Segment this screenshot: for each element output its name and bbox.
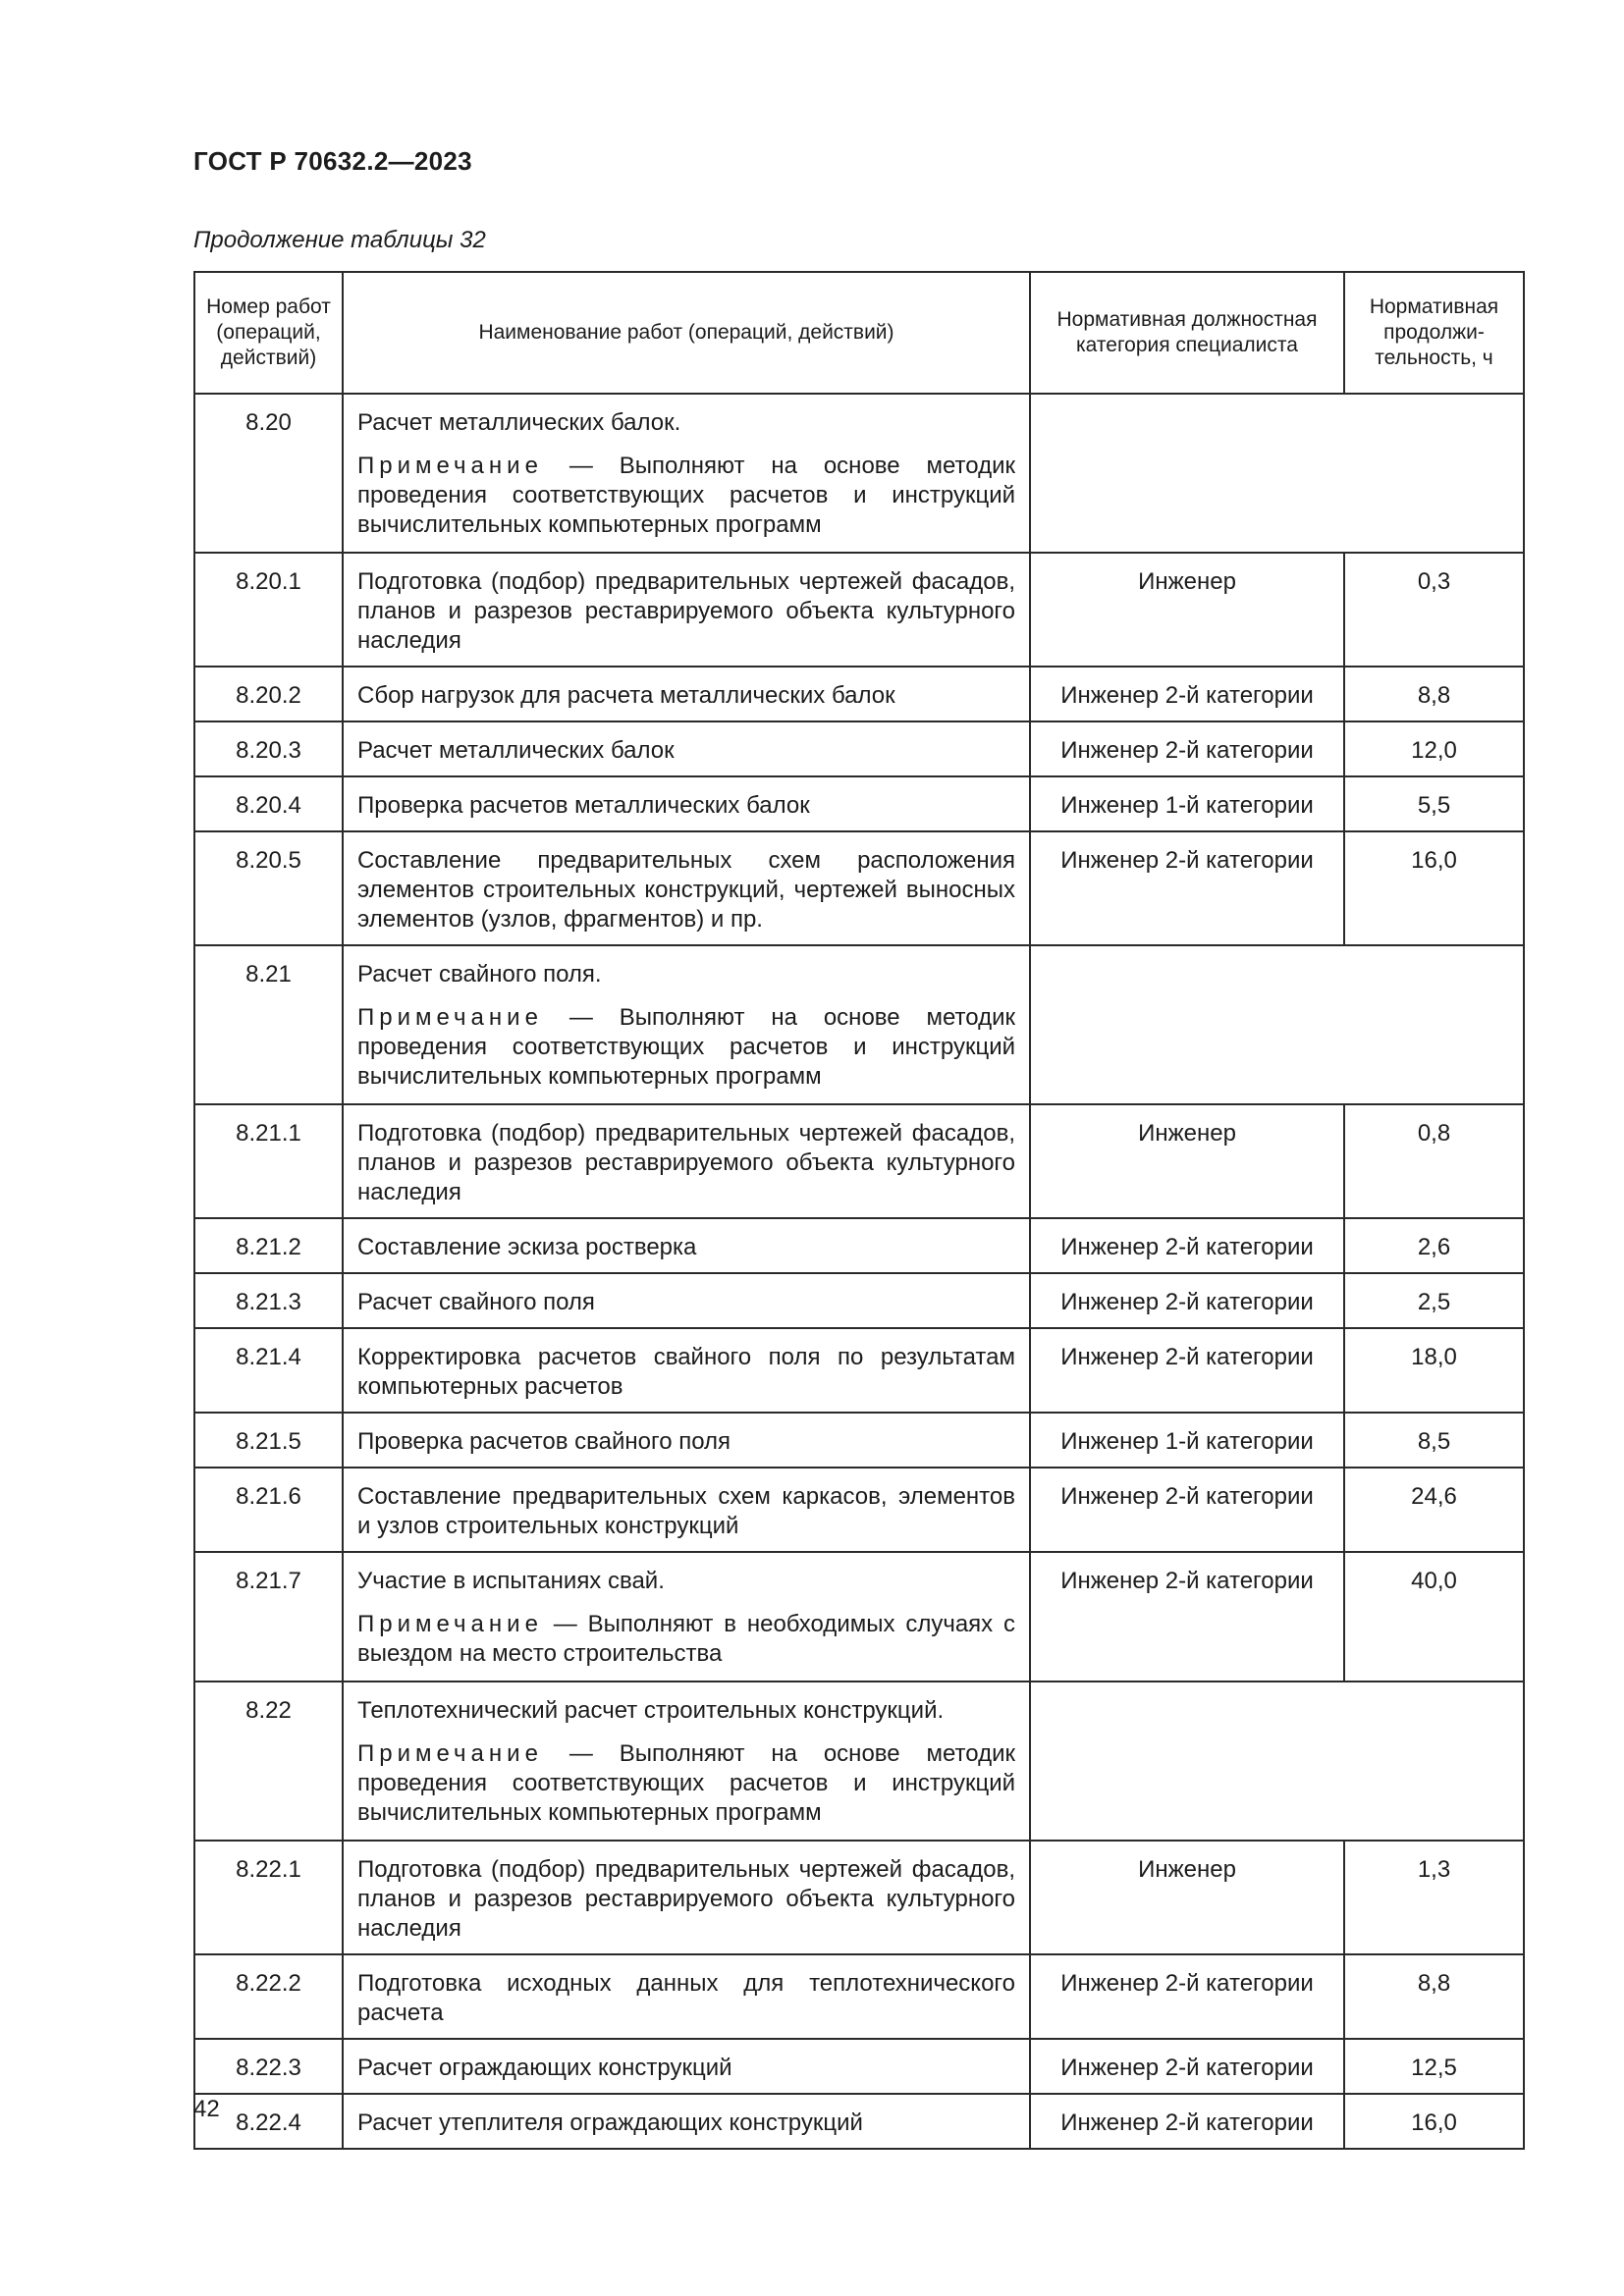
row-duration: 0,8 bbox=[1344, 1104, 1524, 1218]
table-row bbox=[194, 1328, 1524, 1413]
row-number: 8.20.1 bbox=[194, 553, 343, 667]
row-duration: 2,6 bbox=[1344, 1218, 1524, 1273]
table-row bbox=[194, 2094, 1524, 2149]
row-duration: 16,0 bbox=[1344, 831, 1524, 945]
row-category: Инженер bbox=[1030, 1104, 1344, 1218]
row-name: Составление предварительных схем каркасов, элементов и узлов строительных конструкций bbox=[357, 1483, 1015, 1539]
row-name-cell bbox=[343, 1841, 1030, 1954]
note-label: Примечание bbox=[357, 453, 543, 479]
row-name-cell bbox=[343, 831, 1030, 945]
row-category: Инженер 2-й категории bbox=[1030, 1552, 1344, 1682]
note-text: — Выполняют в необходимых случаях с выездом на место строительства bbox=[357, 1611, 1016, 1667]
row-number: 8.20.5 bbox=[194, 831, 343, 945]
row-name-cell bbox=[343, 1682, 1030, 1841]
table-caption: Продолжение таблицы 32 bbox=[193, 227, 486, 253]
row-category: Инженер 1-й категории bbox=[1030, 776, 1344, 831]
row-name: Составление эскиза ростверка bbox=[357, 1234, 697, 1260]
row-number: 8.22.3 bbox=[194, 2039, 343, 2094]
table-header-row bbox=[194, 272, 1524, 394]
table-row bbox=[194, 394, 1524, 553]
row-duration: 8,8 bbox=[1344, 1954, 1524, 2039]
column-header-name: Наименование работ (операций, действий) bbox=[343, 272, 1030, 394]
table-row bbox=[194, 945, 1524, 1104]
row-duration: 40,0 bbox=[1344, 1552, 1524, 1682]
work-norms-table bbox=[193, 271, 1525, 2150]
row-duration: 5,5 bbox=[1344, 776, 1524, 831]
row-number: 8.21.4 bbox=[194, 1328, 343, 1413]
row-duration: 8,5 bbox=[1344, 1413, 1524, 1468]
row-name: Расчет металлических балок bbox=[357, 737, 675, 764]
row-duration: 24,6 bbox=[1344, 1468, 1524, 1552]
row-category: Инженер 2-й категории bbox=[1030, 1328, 1344, 1413]
row-number: 8.20 bbox=[194, 394, 343, 553]
row-number: 8.20.4 bbox=[194, 776, 343, 831]
page-number: 42 bbox=[193, 2096, 220, 2122]
row-duration: 12,5 bbox=[1344, 2039, 1524, 2094]
row-name: Проверка расчетов металлических балок bbox=[357, 792, 810, 819]
row-name-cell bbox=[343, 2039, 1030, 2094]
row-name: Подготовка (подбор) предварительных чертежей фасадов, планов и разрезов реставрируемого объекта культурного наследия bbox=[357, 1120, 1015, 1205]
table-row bbox=[194, 1468, 1524, 1552]
row-duration: 2,5 bbox=[1344, 1273, 1524, 1328]
row-category: Инженер bbox=[1030, 1841, 1344, 1954]
row-name-cell bbox=[343, 2094, 1030, 2149]
table-row bbox=[194, 553, 1524, 667]
row-number: 8.21.2 bbox=[194, 1218, 343, 1273]
row-category: Инженер 2-й категории bbox=[1030, 667, 1344, 721]
row-number: 8.22.2 bbox=[194, 1954, 343, 2039]
table-row bbox=[194, 1413, 1524, 1468]
row-number: 8.21.7 bbox=[194, 1552, 343, 1682]
row-number: 8.21.5 bbox=[194, 1413, 343, 1468]
table-row bbox=[194, 2039, 1524, 2094]
row-name-cell bbox=[343, 1468, 1030, 1552]
row-name: Участие в испытаниях свай. bbox=[357, 1568, 665, 1594]
column-header-category: Нормативная должностная категория специалиста bbox=[1030, 272, 1344, 394]
row-name: Расчет свайного поля bbox=[357, 1289, 595, 1315]
row-duration: 12,0 bbox=[1344, 721, 1524, 776]
table-row bbox=[194, 667, 1524, 721]
table-row bbox=[194, 721, 1524, 776]
row-name: Подготовка (подбор) предварительных чертежей фасадов, планов и разрезов реставрируемого объекта культурного наследия bbox=[357, 568, 1015, 654]
row-name: Теплотехнический расчет строительных конструкций. bbox=[357, 1697, 945, 1724]
row-number: 8.20.2 bbox=[194, 667, 343, 721]
row-category: Инженер 2-й категории bbox=[1030, 2094, 1344, 2149]
row-name: Составление предварительных схем расположения элементов строительных конструкций, чертежей выносных элементов (узлов, фрагментов) и пр. bbox=[357, 847, 1015, 933]
note-label: Примечание bbox=[357, 1611, 543, 1637]
row-note bbox=[357, 1739, 1015, 1828]
table-row bbox=[194, 831, 1524, 945]
row-number: 8.22.4 bbox=[194, 2094, 343, 2149]
table-row bbox=[194, 1552, 1524, 1682]
row-note bbox=[357, 1003, 1015, 1092]
row-name: Сбор нагрузок для расчета металлических балок bbox=[357, 682, 895, 709]
row-name: Расчет металлических балок. bbox=[357, 409, 681, 436]
row-category: Инженер 1-й категории bbox=[1030, 1413, 1344, 1468]
note-text: — Выполняют на основе методик проведения соответствующих расчетов и инструкций вычислительных компьютерных программ bbox=[357, 453, 1015, 538]
row-name-cell bbox=[343, 776, 1030, 831]
row-category: Инженер 2-й категории bbox=[1030, 1954, 1344, 2039]
document-header: ГОСТ Р 70632.2—2023 bbox=[193, 146, 472, 176]
note-label: Примечание bbox=[357, 1004, 543, 1031]
row-name-cell bbox=[343, 1218, 1030, 1273]
row-number: 8.21.3 bbox=[194, 1273, 343, 1328]
row-name: Расчет свайного поля. bbox=[357, 961, 602, 988]
table-row bbox=[194, 1273, 1524, 1328]
row-number: 8.21.1 bbox=[194, 1104, 343, 1218]
row-duration: 1,3 bbox=[1344, 1841, 1524, 1954]
table-row bbox=[194, 1841, 1524, 1954]
row-name-cell bbox=[343, 1273, 1030, 1328]
row-number: 8.20.3 bbox=[194, 721, 343, 776]
row-name: Расчет утеплителя ограждающих конструкций bbox=[357, 2109, 863, 2136]
row-name: Проверка расчетов свайного поля bbox=[357, 1428, 731, 1455]
row-category: Инженер 2-й категории bbox=[1030, 2039, 1344, 2094]
row-name-cell bbox=[343, 1954, 1030, 2039]
note-text: — Выполняют на основе методик проведения соответствующих расчетов и инструкций вычислительных компьютерных программ bbox=[357, 1740, 1015, 1826]
row-name-cell bbox=[343, 1104, 1030, 1218]
column-header-number: Номер работ (операций, действий) bbox=[194, 272, 343, 394]
row-number: 8.22.1 bbox=[194, 1841, 343, 1954]
row-category: Инженер 2-й категории bbox=[1030, 831, 1344, 945]
row-name: Подготовка (подбор) предварительных чертежей фасадов, планов и разрезов реставрируемого объекта культурного наследия bbox=[357, 1856, 1015, 1942]
row-number: 8.21.6 bbox=[194, 1468, 343, 1552]
empty-merged-cell bbox=[1030, 394, 1524, 553]
row-duration: 8,8 bbox=[1344, 667, 1524, 721]
table-body bbox=[194, 394, 1524, 2149]
row-duration: 0,3 bbox=[1344, 553, 1524, 667]
row-name: Корректировка расчетов свайного поля по результатам компьютерных расчетов bbox=[357, 1344, 1015, 1400]
row-note bbox=[357, 1610, 1015, 1669]
row-category: Инженер 2-й категории bbox=[1030, 721, 1344, 776]
column-header-duration: Нормативная продолжи-тельность, ч bbox=[1344, 272, 1524, 394]
row-category: Инженер bbox=[1030, 553, 1344, 667]
row-name-cell bbox=[343, 721, 1030, 776]
row-duration: 18,0 bbox=[1344, 1328, 1524, 1413]
empty-merged-cell bbox=[1030, 1682, 1524, 1841]
row-category: Инженер 2-й категории bbox=[1030, 1273, 1344, 1328]
row-name-cell bbox=[343, 667, 1030, 721]
table-row bbox=[194, 776, 1524, 831]
row-name-cell bbox=[343, 553, 1030, 667]
row-number: 8.21 bbox=[194, 945, 343, 1104]
note-text: — Выполняют на основе методик проведения соответствующих расчетов и инструкций вычислительных компьютерных программ bbox=[357, 1004, 1015, 1090]
row-name: Подготовка исходных данных для теплотехнического расчета bbox=[357, 1970, 1015, 2026]
row-duration: 16,0 bbox=[1344, 2094, 1524, 2149]
row-name-cell bbox=[343, 1552, 1030, 1682]
row-name-cell bbox=[343, 1328, 1030, 1413]
row-name-cell bbox=[343, 945, 1030, 1104]
row-category: Инженер 2-й категории bbox=[1030, 1468, 1344, 1552]
empty-merged-cell bbox=[1030, 945, 1524, 1104]
table-row bbox=[194, 1682, 1524, 1841]
table-row bbox=[194, 1104, 1524, 1218]
note-label: Примечание bbox=[357, 1740, 543, 1767]
row-number: 8.22 bbox=[194, 1682, 343, 1841]
table-row bbox=[194, 1954, 1524, 2039]
table-row bbox=[194, 1218, 1524, 1273]
row-name: Расчет ограждающих конструкций bbox=[357, 2055, 732, 2081]
row-note bbox=[357, 452, 1015, 540]
row-name-cell bbox=[343, 1413, 1030, 1468]
row-category: Инженер 2-й категории bbox=[1030, 1218, 1344, 1273]
row-name-cell bbox=[343, 394, 1030, 553]
